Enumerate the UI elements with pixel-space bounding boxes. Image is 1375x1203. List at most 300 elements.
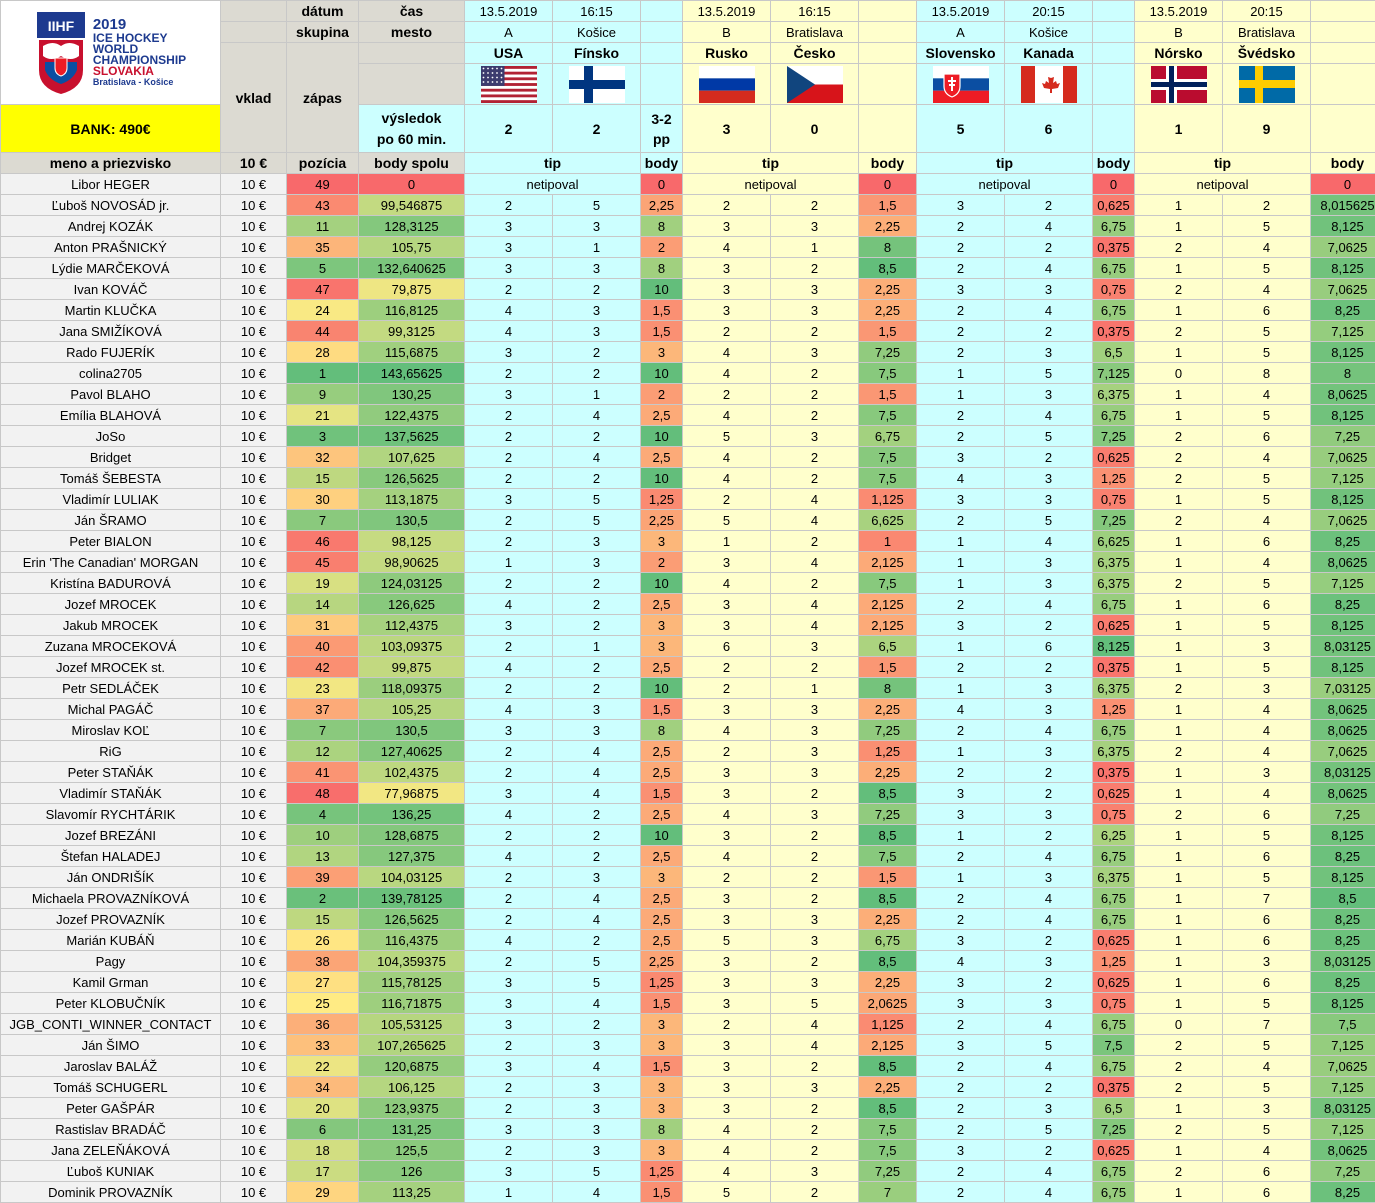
tip-home: 3	[683, 1098, 771, 1119]
tip-away: 3	[771, 930, 859, 951]
tip-home: 3	[917, 615, 1005, 636]
tip-away: 4	[1005, 888, 1093, 909]
player-name: Jakub MROCEK	[1, 615, 221, 636]
tip-home: 5	[683, 930, 771, 951]
tip-home: 3	[465, 1161, 553, 1182]
table-row	[1, 720, 1375, 741]
player-vklad: 10 €	[221, 762, 287, 783]
player-position: 27	[287, 972, 359, 993]
player-total: 104,03125	[359, 867, 465, 888]
tip-home: 2	[917, 888, 1005, 909]
tip-away: 2	[771, 1056, 859, 1077]
away-score: 6	[1005, 105, 1093, 153]
tip-points: 7,125	[1311, 1119, 1375, 1140]
table-row	[1, 384, 1375, 405]
tip-points: 6,75	[859, 426, 917, 447]
tip-home: 2	[465, 888, 553, 909]
tip-home: 2	[683, 195, 771, 216]
tip-home: 4	[683, 342, 771, 363]
player-total: 120,6875	[359, 1056, 465, 1077]
tip-away: 7	[1223, 888, 1311, 909]
tip-away: 3	[771, 279, 859, 300]
player-total: 132,640625	[359, 258, 465, 279]
tip-home: 2	[465, 531, 553, 552]
tip-points: 2,125	[859, 594, 917, 615]
tip-points: 7,125	[1311, 1077, 1375, 1098]
tip-points: 7,0625	[1311, 741, 1375, 762]
tip-away: 5	[1223, 1119, 1311, 1140]
tip-points: 0,375	[1093, 657, 1135, 678]
tip-away: 3	[1223, 762, 1311, 783]
player-position: 43	[287, 195, 359, 216]
tip-home: 2	[917, 258, 1005, 279]
table-row	[1, 1119, 1375, 1140]
tip-home: 3	[465, 1056, 553, 1077]
tip-home: 1	[683, 531, 771, 552]
home-team-name: Rusko	[683, 43, 771, 64]
tip-home: 2	[917, 1182, 1005, 1203]
player-position: 14	[287, 594, 359, 615]
tip-home: 4	[465, 699, 553, 720]
player-total: 0	[359, 174, 465, 195]
col-body: body	[641, 153, 683, 174]
tip-home: 2	[1135, 573, 1223, 594]
tip-away: 4	[1005, 1014, 1093, 1035]
tip-points: 7,25	[1311, 804, 1375, 825]
tip-points: 6,75	[1093, 1056, 1135, 1077]
player-name: Jozef MROCEK st.	[1, 657, 221, 678]
tip-points: 0	[1093, 174, 1135, 195]
tip-away: 6	[1223, 804, 1311, 825]
tip-away: 4	[771, 1014, 859, 1035]
player-total: 126	[359, 1161, 465, 1182]
tip-points: 7,5	[859, 363, 917, 384]
tip-home: 2	[1135, 1161, 1223, 1182]
player-name: Tomáš ŠEBESTA	[1, 468, 221, 489]
tip-away: 4	[1223, 510, 1311, 531]
tip-points: 2	[641, 384, 683, 405]
player-name: Andrej KOZÁK	[1, 216, 221, 237]
tip-home: 3	[465, 1119, 553, 1140]
spacer-cell	[641, 1, 683, 22]
table-row	[1, 825, 1375, 846]
tip-points: 6,75	[1093, 909, 1135, 930]
player-total: 102,4375	[359, 762, 465, 783]
tip-points: 8,03125	[1311, 762, 1375, 783]
tip-away: 3	[1005, 951, 1093, 972]
tip-away: 5	[1223, 825, 1311, 846]
tip-away: 1	[771, 237, 859, 258]
player-vklad: 10 €	[221, 1182, 287, 1203]
tip-points: 8	[859, 678, 917, 699]
tip-away: 3	[771, 741, 859, 762]
tip-home: 1	[1135, 930, 1223, 951]
tip-points: 6,375	[1093, 384, 1135, 405]
tip-away: 4	[1005, 300, 1093, 321]
table-row	[1, 909, 1375, 930]
tip-home: 3	[683, 1056, 771, 1077]
tip-away: 2	[1005, 237, 1093, 258]
player-name: Bridget	[1, 447, 221, 468]
table-row	[1, 1014, 1375, 1035]
tip-away: 6	[1223, 300, 1311, 321]
table-row	[1, 510, 1375, 531]
player-vklad: 10 €	[221, 552, 287, 573]
tip-home: 4	[683, 804, 771, 825]
player-vklad: 10 €	[221, 699, 287, 720]
player-name: Jozef BREZÁNI	[1, 825, 221, 846]
tip-points: 0,75	[1093, 804, 1135, 825]
tip-home: 2	[917, 300, 1005, 321]
player-position: 46	[287, 531, 359, 552]
blank-cell	[221, 22, 287, 43]
away-team-name: Česko	[771, 43, 859, 64]
tip-points: 0	[641, 174, 683, 195]
tip-points: 10	[641, 279, 683, 300]
tip-points: 1,25	[1093, 951, 1135, 972]
tip-home: 3	[683, 825, 771, 846]
tip-points: 0,625	[1093, 783, 1135, 804]
tip-away: 5	[771, 993, 859, 1014]
tip-home: 3	[465, 342, 553, 363]
tip-away: 3	[771, 909, 859, 930]
tip-home: 2	[917, 762, 1005, 783]
tip-home: 2	[465, 951, 553, 972]
tip-home: 2	[465, 405, 553, 426]
tip-points: 1,5	[641, 699, 683, 720]
tip-points: 7,25	[859, 342, 917, 363]
label-cas: čas	[359, 1, 465, 22]
player-vklad: 10 €	[221, 510, 287, 531]
tip-home: 3	[465, 1014, 553, 1035]
tip-home: 3	[683, 972, 771, 993]
tip-home: 3	[683, 594, 771, 615]
player-total: 122,4375	[359, 405, 465, 426]
tip-away: 2	[1005, 447, 1093, 468]
tip-away: 3	[1005, 552, 1093, 573]
col-meno: meno a priezvisko	[1, 153, 221, 174]
tip-home: 4	[917, 468, 1005, 489]
player-name: Dominik PROVAZNÍK	[1, 1182, 221, 1203]
tip-home: 2	[917, 237, 1005, 258]
tip-away: 5	[553, 510, 641, 531]
tip-home: 1	[1135, 195, 1223, 216]
tip-home: 2	[917, 1119, 1005, 1140]
tip-away: 3	[553, 216, 641, 237]
tip-home: 2	[1135, 468, 1223, 489]
tip-points: 8,0625	[1311, 783, 1375, 804]
player-total: 99,3125	[359, 321, 465, 342]
blank-cell	[359, 43, 465, 64]
tip-away: 4	[553, 447, 641, 468]
player-name: Slavomír RYCHTÁRIK	[1, 804, 221, 825]
tip-points: 3	[641, 1035, 683, 1056]
tip-points: 8,03125	[1311, 636, 1375, 657]
tip-home: 2	[465, 636, 553, 657]
tip-points: 7,0625	[1311, 279, 1375, 300]
tip-home: 2	[917, 342, 1005, 363]
player-name: JoSo	[1, 426, 221, 447]
player-position: 25	[287, 993, 359, 1014]
player-total: 125,5	[359, 1140, 465, 1161]
tip-away: 2	[1005, 783, 1093, 804]
tip-home: 4	[683, 1140, 771, 1161]
player-vklad: 10 €	[221, 657, 287, 678]
player-total: 126,625	[359, 594, 465, 615]
tip-away: 2	[771, 531, 859, 552]
tip-home: 2	[1135, 510, 1223, 531]
tip-home: 2	[465, 195, 553, 216]
tip-home: 0	[1135, 363, 1223, 384]
tip-points: 7,25	[1311, 426, 1375, 447]
tip-points: 1,5	[859, 867, 917, 888]
logo-year: 2019	[93, 17, 186, 33]
spacer-cell	[1093, 43, 1135, 64]
tip-home: 5	[683, 1182, 771, 1203]
tip-away: 4	[1005, 531, 1093, 552]
tip-home: 2	[465, 468, 553, 489]
tip-away: 3	[1005, 678, 1093, 699]
result-label-2: po 60 min.	[359, 129, 464, 150]
tip-away: 4	[771, 510, 859, 531]
tip-home: 1	[1135, 300, 1223, 321]
player-position: 10	[287, 825, 359, 846]
tip-points: 8	[641, 1119, 683, 1140]
tip-points: 2,5	[641, 657, 683, 678]
tip-away: 3	[771, 216, 859, 237]
tip-home: 2	[1135, 1119, 1223, 1140]
tip-points: 6,75	[1093, 594, 1135, 615]
home-score: 1	[1135, 105, 1223, 153]
tip-away: 2	[553, 846, 641, 867]
tip-points: 10	[641, 468, 683, 489]
player-name: Lýdie MARČEKOVÁ	[1, 258, 221, 279]
result-label-1: výsledok	[359, 108, 464, 129]
player-total: 124,03125	[359, 573, 465, 594]
player-position: 15	[287, 468, 359, 489]
tip-points: 8,25	[1311, 972, 1375, 993]
tip-away: 5	[1223, 993, 1311, 1014]
tip-away: 2	[771, 363, 859, 384]
tip-home: 1	[917, 531, 1005, 552]
tip-away: 2	[553, 363, 641, 384]
tip-points: 8,25	[1311, 531, 1375, 552]
tip-points: 7,5	[859, 1119, 917, 1140]
tip-away: 4	[1005, 1182, 1093, 1203]
tip-away: 3	[553, 258, 641, 279]
player-total: 127,40625	[359, 741, 465, 762]
player-total: 113,25	[359, 1182, 465, 1203]
tip-away: 1	[771, 678, 859, 699]
tip-home: 1	[1135, 489, 1223, 510]
player-position: 18	[287, 1140, 359, 1161]
tip-home: 1	[1135, 636, 1223, 657]
tip-home: 2	[465, 279, 553, 300]
tip-points: 7,0625	[1311, 510, 1375, 531]
tip-away: 4	[553, 741, 641, 762]
player-vklad: 10 €	[221, 195, 287, 216]
player-position: 6	[287, 1119, 359, 1140]
tip-points: 6,75	[1093, 216, 1135, 237]
player-total: 115,6875	[359, 342, 465, 363]
tip-away: 3	[1223, 1098, 1311, 1119]
player-vklad: 10 €	[221, 888, 287, 909]
tip-points: 1	[859, 531, 917, 552]
tip-home: 3	[917, 972, 1005, 993]
tip-away: 5	[1223, 615, 1311, 636]
tip-home: 3	[465, 258, 553, 279]
tip-points: 8,5	[859, 783, 917, 804]
player-total: 131,25	[359, 1119, 465, 1140]
table-row	[1, 447, 1375, 468]
tip-points: 8,03125	[1311, 951, 1375, 972]
col-body-spolu: body spolu	[359, 153, 465, 174]
player-total: 115,78125	[359, 972, 465, 993]
tip-points: 1,25	[1093, 699, 1135, 720]
player-name: Vladimír STAŇÁK	[1, 783, 221, 804]
tip-away: 5	[1223, 258, 1311, 279]
tip-points: 8	[641, 720, 683, 741]
tip-home: 3	[465, 720, 553, 741]
player-total: 105,53125	[359, 1014, 465, 1035]
player-vklad: 10 €	[221, 321, 287, 342]
tip-points: 0,375	[1093, 321, 1135, 342]
tip-points: 3	[641, 1077, 683, 1098]
tip-home: 3	[683, 699, 771, 720]
player-total: 105,25	[359, 699, 465, 720]
usa-flag-icon	[481, 66, 537, 103]
tip-away: 5	[1223, 216, 1311, 237]
tip-home: 2	[1135, 426, 1223, 447]
tip-away: 3	[1005, 867, 1093, 888]
player-total: 99,875	[359, 657, 465, 678]
col-tip: tip	[683, 153, 859, 174]
home-team-name: Slovensko	[917, 43, 1005, 64]
player-position: 26	[287, 930, 359, 951]
player-position: 22	[287, 1056, 359, 1077]
tip-home: 2	[683, 741, 771, 762]
tip-points: 8	[1311, 363, 1375, 384]
player-total: 79,875	[359, 279, 465, 300]
tip-home: 2	[917, 216, 1005, 237]
tip-home: 0	[1135, 1014, 1223, 1035]
tip-points: 8,25	[1311, 846, 1375, 867]
tip-home: 1	[1135, 972, 1223, 993]
tip-points: 10	[641, 363, 683, 384]
spacer-cell	[859, 1, 917, 22]
tip-points: 6,75	[1093, 300, 1135, 321]
tip-home: 1	[917, 678, 1005, 699]
player-total: 118,09375	[359, 678, 465, 699]
player-vklad: 10 €	[221, 804, 287, 825]
tip-points: 8	[859, 237, 917, 258]
player-total: 107,625	[359, 447, 465, 468]
tip-points: 0,375	[1093, 237, 1135, 258]
tip-home: 2	[465, 573, 553, 594]
player-position: 15	[287, 909, 359, 930]
tip-home: 4	[465, 594, 553, 615]
player-vklad: 10 €	[221, 258, 287, 279]
tip-home: 1	[917, 363, 1005, 384]
tip-points: 1,5	[641, 300, 683, 321]
player-vklad: 10 €	[221, 678, 287, 699]
tip-points: 2,25	[641, 951, 683, 972]
tip-points: 2,25	[859, 972, 917, 993]
game-city: Bratislava	[1223, 22, 1311, 43]
tip-points: 8,5	[859, 1098, 917, 1119]
tip-away: 3	[771, 972, 859, 993]
tip-points: 6,75	[1093, 1014, 1135, 1035]
tip-away: 4	[1005, 216, 1093, 237]
tip-points: 7,5	[1093, 1035, 1135, 1056]
player-position: 21	[287, 405, 359, 426]
player-position: 47	[287, 279, 359, 300]
tip-points: 1,5	[859, 195, 917, 216]
player-name: RiG	[1, 741, 221, 762]
tip-home: 1	[1135, 405, 1223, 426]
spacer-cell	[859, 43, 917, 64]
player-total: 113,1875	[359, 489, 465, 510]
tip-home: 2	[1135, 321, 1223, 342]
tip-away: 5	[1223, 657, 1311, 678]
player-vklad: 10 €	[221, 174, 287, 195]
tip-home: 2	[465, 447, 553, 468]
tip-away: 4	[1223, 237, 1311, 258]
tip-home: 2	[683, 1014, 771, 1035]
table-row	[1, 195, 1375, 216]
player-name: Miroslav KOĽ	[1, 720, 221, 741]
tip-points: 8,25	[1311, 594, 1375, 615]
tip-points: 2,25	[859, 216, 917, 237]
tip-away: 2	[771, 867, 859, 888]
tip-away: 4	[1005, 594, 1093, 615]
tip-away: 2	[1005, 657, 1093, 678]
table-row	[1, 237, 1375, 258]
tip-away: 6	[1223, 846, 1311, 867]
tip-home: 2	[465, 426, 553, 447]
player-name: Kristína BADUROVÁ	[1, 573, 221, 594]
tip-points: 6,375	[1093, 678, 1135, 699]
player-total: 143,65625	[359, 363, 465, 384]
tip-home: 3	[917, 1140, 1005, 1161]
tip-points: 8,03125	[1311, 1098, 1375, 1119]
tip-points: 0,375	[1093, 762, 1135, 783]
tip-away: 4	[771, 594, 859, 615]
player-vklad: 10 €	[221, 951, 287, 972]
table-row	[1, 552, 1375, 573]
tip-home: 6	[683, 636, 771, 657]
player-position: 41	[287, 762, 359, 783]
tip-home: 2	[465, 909, 553, 930]
game-city: Košice	[553, 22, 641, 43]
tip-away: 3	[553, 1077, 641, 1098]
tip-points: 6,375	[1093, 573, 1135, 594]
player-position: 7	[287, 720, 359, 741]
tip-points: 6,75	[1093, 888, 1135, 909]
tip-home: 1	[1135, 1140, 1223, 1161]
tip-away: 6	[1223, 594, 1311, 615]
tip-home: 1	[917, 573, 1005, 594]
tip-away: 5	[1223, 573, 1311, 594]
tip-points: 8,25	[1311, 300, 1375, 321]
player-position: 42	[287, 657, 359, 678]
tip-away: 4	[553, 909, 641, 930]
tip-away: 2	[771, 195, 859, 216]
tip-points: 1,125	[859, 1014, 917, 1035]
tip-away: 5	[553, 972, 641, 993]
player-total: 106,125	[359, 1077, 465, 1098]
tip-home: 1	[1135, 615, 1223, 636]
